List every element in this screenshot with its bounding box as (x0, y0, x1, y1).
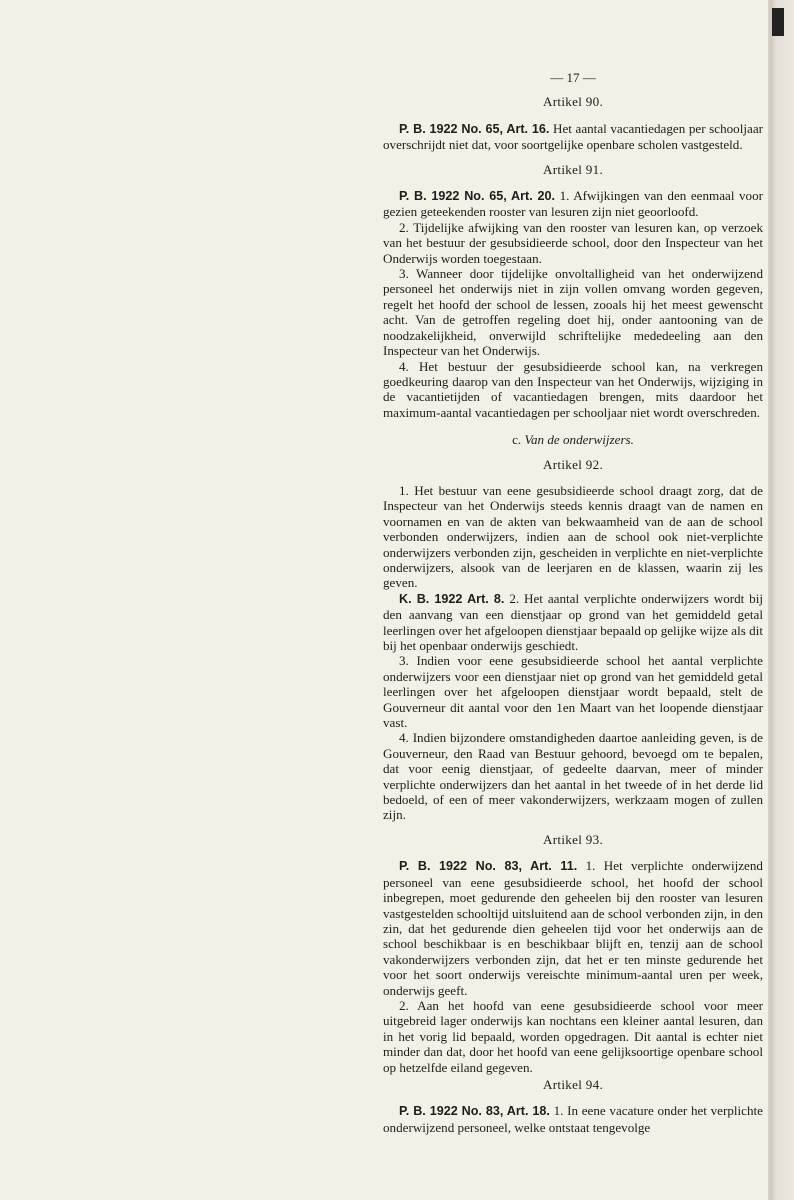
page-number: — 17 — (550, 70, 596, 85)
article-91-reference: P. B. 1922 No. 65, Art. 20. (399, 189, 556, 204)
article-91-heading: Artikel 91. (542, 161, 604, 177)
article-91-paragraph-4: 4. Het bestuur der gesubsidieerde school kan, na verkregen goedkeuring daarop van den Inspecteur van het Onderwijs, wijziging in de vacantietijden of vacantiedagen brengen, mits daardoor het maximum-aantal vacantiedagen per schooljaar niet wordt overschreden. (383, 358, 763, 420)
article-91-text-1: 1. Afwijkingen van den eenmaal voor gezien geteekenden rooster van lesuren zijn niet geoorloofd. (383, 188, 764, 220)
article-92-text-2: 2. Het aantal verplichte onderwijzers wordt bij den aanvang van een dienstjaar op grond van het gemiddeld getal leerlingen over het afgeloopen dienstjaar bepaald op gelijke wijze als dit bij het openbaar onderwijs geschiedt. (383, 590, 763, 653)
article-93-heading: Artikel 93. (542, 831, 604, 847)
article-93-reference: P. B. 1922 No. 83, Art. 11. (399, 859, 578, 874)
article-90-paragraph (383, 121, 763, 153)
article-94-paragraph-1 (383, 1103, 763, 1135)
article-94-heading: Artikel 94. (542, 1076, 604, 1092)
article-93-paragraph-1 (383, 858, 763, 998)
article-93-text-1: 1. Het verplichte onderwijzend personeel van eene gesubsidieerde school, het hoofd der school inbegrepen, moet gedurende den geheelen bij den rooster van lesuren vastgestelden schooltijd uitsluitend aan de school verbonden zijn, in den zin, dat het gedurende dien geheelen tijd voor het onderwijs aan de school beschikbaar is en beschikbaar blijft en, tenzij aan de school vakonderwijzers verbonden zijn, dat het er ten minste gedurende het voor het soort onderwijs vereischte minimum-aantal uren per week, onderwijs geeft. (383, 858, 763, 998)
article-91-paragraph-2: 2. Tijdelijke afwijking van den rooster van lesuren kan, op verzoek van het bestuur der gesubsidieerde school, door den Inspecteur van het Onderwijs worden toegestaan. (383, 219, 763, 266)
article-92-heading: Artikel 92. (542, 456, 604, 472)
article-90-reference: P. B. 1922 No. 65, Art. 16. (399, 121, 550, 136)
text-column (383, 70, 763, 1135)
article-93-paragraph-2: 2. Aan het hoofd van eene gesubsidieerde school voor meer uitgebreid lager onderwijs kan nochtans een kleiner aantal lesuren, dan in het vorig lid bepaald, worden opgedragen. Dit aantal is echter niet minder dan dat, door het hoofd van eene gelijksoortige openbare school op hetzelfde eiland gegeven. (383, 997, 763, 1075)
article-91-paragraph-3: 3. Wanneer door tijdelijke onvoltalligheid van het onderwijzend personeel het onderwijs niet in zijn vollen omvang worden gegeven, regelt het hoofd der school de lessen, zooals hij het meest gewenscht acht. Van de getroffen regeling doet hij, onder aantooning van de noodzakelijkheid, onverwijld schriftelijke mededeeling aan den Inspecteur van het Onderwijs. (383, 266, 763, 359)
section-label: c. (512, 432, 522, 448)
scan-marker (772, 8, 784, 36)
article-92-paragraph-1: 1. Het bestuur van eene gesubsidieerde school draagt zorg, dat de Inspecteur van het Onderwijs steeds kennis draagt van de namen en voornamen en van de akten van bekwaamheid van de aan de school verbonden onderwijzers, indien aan de school ook niet-verplichte onderwijzers verbonden zijn, gescheiden in verplichte en niet-verplichte onderwijzers, alsook van de leerjaren en de klassen, waarin zij les geven. (383, 482, 763, 591)
article-90-text: Het aantal vacantiedagen per schooljaar overschrijdt niet dat, voor soortgelijke openbare scholen vastgesteld. (383, 120, 763, 153)
article-94-text-1: 1. In eene vacature onder het verplichte onderwijzend personeel, welke ontstaat tengevolge (383, 1103, 763, 1135)
article-94-reference: P. B. 1922 No. 83, Art. 18. (399, 1104, 550, 1119)
article-92-reference: K. B. 1922 Art. 8. (399, 591, 505, 606)
article-92-paragraph-4: 4. Indien bijzondere omstandigheden daartoe aanleiding geven, is de Gouverneur, den Raad van Bestuur gehoord, bevoegd om te bepalen, dat voor eenig dienstjaar, of gedeelte daarvan, meer of minder verplichte onderwijzers dan het aantal in het tweede of in het derde lid bedoeld, of een of meer vakonderwijzers, werkzaam mogen of zullen zijn. (383, 730, 763, 823)
page-edge (768, 0, 794, 1200)
section-heading (383, 432, 763, 447)
article-90-heading: Artikel 90. (542, 94, 604, 110)
section-title: Van de onderwijzers. (524, 432, 634, 448)
article-92-paragraph-3: 3. Indien voor eene gesubsidieerde school het aantal verplichte onderwijzers voor een dienstjaar niet op grond van het gemiddeld getal leerlingen over het afgeloopen dienstjaar wordt bepaald, stelt de Gouverneur dit aantal voor den 1en Maart van het loopende dienstjaar vast. (383, 653, 763, 731)
article-91-paragraph-1 (383, 188, 763, 220)
article-92-paragraph-2 (383, 591, 763, 654)
